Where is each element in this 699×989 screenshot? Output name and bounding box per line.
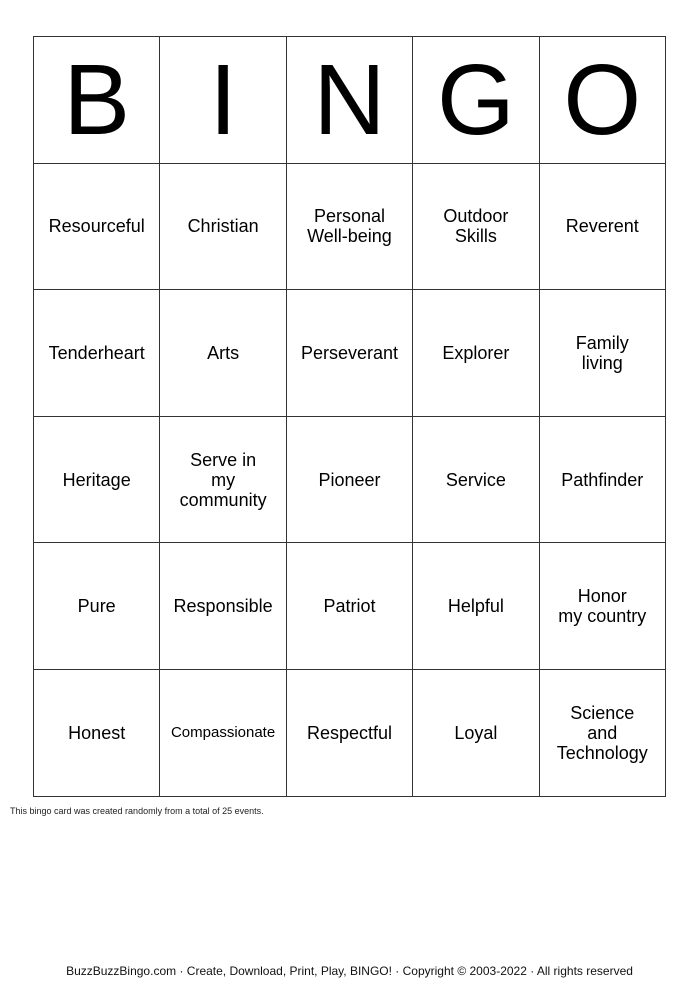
site-footer: BuzzBuzzBingo.com · Create, Download, Print, Play, BINGO! · Copyright © 2003-2022 · All rights reserved: [66, 964, 633, 978]
bingo-cell: Pathfinder: [539, 416, 665, 543]
bingo-cell: Resourceful: [34, 163, 160, 290]
bingo-cell: Personal Well-being: [286, 163, 412, 290]
bingo-row-5: [34, 669, 666, 796]
bingo-cell: Tenderheart: [34, 290, 160, 417]
header-letter-o: O: [539, 37, 665, 164]
bingo-card: [33, 36, 666, 797]
bingo-cell: Pure: [34, 543, 160, 670]
bingo-cell: Reverent: [539, 163, 665, 290]
bingo-cell: Respectful: [286, 669, 412, 796]
header-letter-g: G: [413, 37, 539, 164]
header-letter-n: N: [286, 37, 412, 164]
bingo-cell: Honest: [34, 669, 160, 796]
bingo-cell: Service: [413, 416, 539, 543]
bingo-cell: Family living: [539, 290, 665, 417]
header-letter-b: B: [34, 37, 160, 164]
header-letter-i: I: [160, 37, 286, 164]
bingo-cell: Patriot: [286, 543, 412, 670]
bingo-cell: Science and Technology: [539, 669, 665, 796]
bingo-cell: Heritage: [34, 416, 160, 543]
bingo-cell: Loyal: [413, 669, 539, 796]
bingo-row-2: [34, 290, 666, 417]
bingo-cell: Helpful: [413, 543, 539, 670]
bingo-cell: Honor my country: [539, 543, 665, 670]
bingo-row-3: [34, 416, 666, 543]
bingo-cell: Compassionate: [160, 669, 286, 796]
bingo-header-row: [34, 37, 666, 164]
bingo-row-1: [34, 163, 666, 290]
bingo-cell: Arts: [160, 290, 286, 417]
bingo-cell: Perseverant: [286, 290, 412, 417]
bingo-cell: Christian: [160, 163, 286, 290]
bingo-cell: Outdoor Skills: [413, 163, 539, 290]
generation-note: This bingo card was created randomly from a total of 25 events.: [10, 806, 264, 816]
bingo-row-4: [34, 543, 666, 670]
bingo-cell: Serve in my community: [160, 416, 286, 543]
bingo-cell: Explorer: [413, 290, 539, 417]
bingo-cell: Pioneer: [286, 416, 412, 543]
bingo-cell: Responsible: [160, 543, 286, 670]
